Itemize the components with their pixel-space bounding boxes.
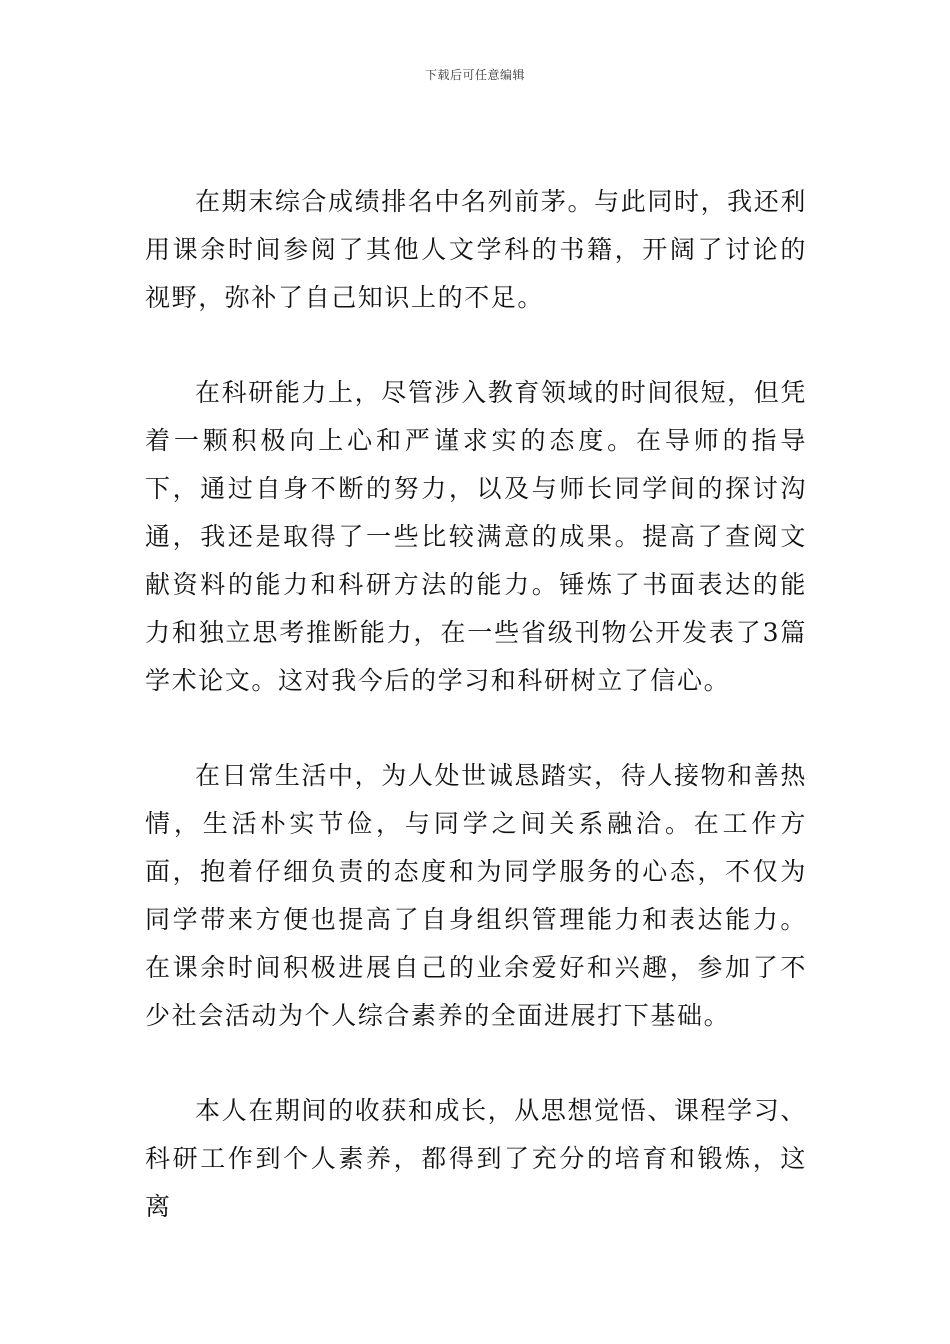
paragraph-4: 本人在期间的收获和成长，从思想觉悟、课程学习、科研工作到个人素养，都得到了充分的培育和锻炼，这离	[145, 1096, 807, 1221]
document-body	[145, 178, 807, 1278]
paragraph-1: 在期末综合成绩排名中名列前茅。与此同时，我还利用课余时间参阅了其他人文学科的书籍，开阔了讨论的视野，弥补了自己知识上的不足。	[145, 187, 807, 312]
header-note: 下载后可任意编辑	[424, 68, 525, 82]
paragraph-3: 在日常生活中，为人处世诚恳踏实，待人接物和善热情，生活朴实节俭，与同学之间关系融洽。在工作方面，抱着仔细负责的态度和为同学服务的心态，不仅为同学带来方便也提高了自身组织管理能力和表达能力。在课余时间积极进展自己的业余爱好和兴趣，参加了不少社会活动为个人综合素养的全面进展打下基础。	[145, 761, 807, 1030]
paragraph-2: 在科研能力上，尽管涉入教育领域的时间很短，但凭着一颗积极向上心和严谨求实的态度。在导师的指导下，通过自身不断的努力，以及与师长同学间的探讨沟通，我还是取得了一些比较满意的成果。提高了查阅文献资料的能力和科研方法的能力。锤炼了书面表达的能力和独立思考推断能力，在一些省级刊物公开发表了3篇学术论文。这对我今后的学习和科研树立了信心。	[145, 378, 807, 695]
